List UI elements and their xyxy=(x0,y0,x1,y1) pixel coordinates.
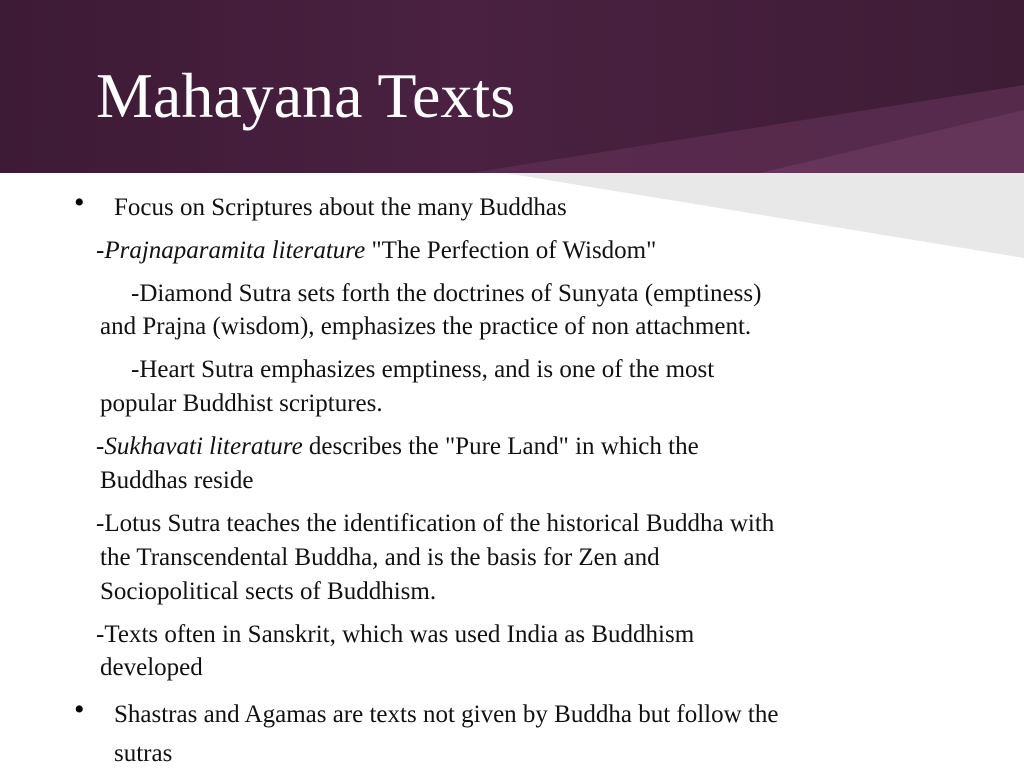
bullet-marker: • xyxy=(74,186,85,219)
sukhavati-title: Sukhavati literature xyxy=(104,433,303,460)
bullet-text: Focus on Scriptures about the many Buddhas xyxy=(114,194,567,221)
lotus-sutra-line-3: Sociopolitical sects of Buddhism. xyxy=(100,578,437,605)
prajnaparamita-line xyxy=(96,234,656,268)
heart-sutra-line-2: popular Buddhist scriptures. xyxy=(100,390,383,417)
lotus-sutra-line-2: the Transcendental Buddha, and is the basis for Zen and xyxy=(100,544,660,571)
lotus-sutra-line-1: -Lotus Sutra teaches the identification of the historical Buddha with xyxy=(96,510,775,537)
sanskrit-line-2: developed xyxy=(100,654,203,681)
shastras-line-2: sutras xyxy=(114,740,173,767)
dash: - xyxy=(96,433,105,460)
prajnaparamita-title: Prajnaparamita literature xyxy=(104,237,366,264)
dash: - xyxy=(96,237,105,264)
sukhavati-line-1 xyxy=(96,430,699,464)
sukhavati-description: describes the "Pure Land" in which the xyxy=(302,433,699,460)
shastras-line-1: Shastras and Agamas are texts not given by Buddha but follow the xyxy=(114,701,779,728)
heart-sutra-line-1: -Heart Sutra emphasizes emptiness, and is one of the most xyxy=(131,356,715,383)
prajnaparamita-subtitle: "The Perfection of Wisdom" xyxy=(365,237,657,264)
slide-title: Mahayana Texts xyxy=(96,60,516,131)
diamond-sutra-line-1: -Diamond Sutra sets forth the doctrines of Sunyata (emptiness) xyxy=(131,280,762,307)
sukhavati-line-2: Buddhas reside xyxy=(100,467,254,494)
bullet-marker: • xyxy=(74,693,85,726)
sanskrit-line-1: -Texts often in Sanskrit, which was used India as Buddhism xyxy=(96,621,695,648)
diamond-sutra-line-2: and Prajna (wisdom), emphasizes the practice of non attachment. xyxy=(100,313,752,340)
